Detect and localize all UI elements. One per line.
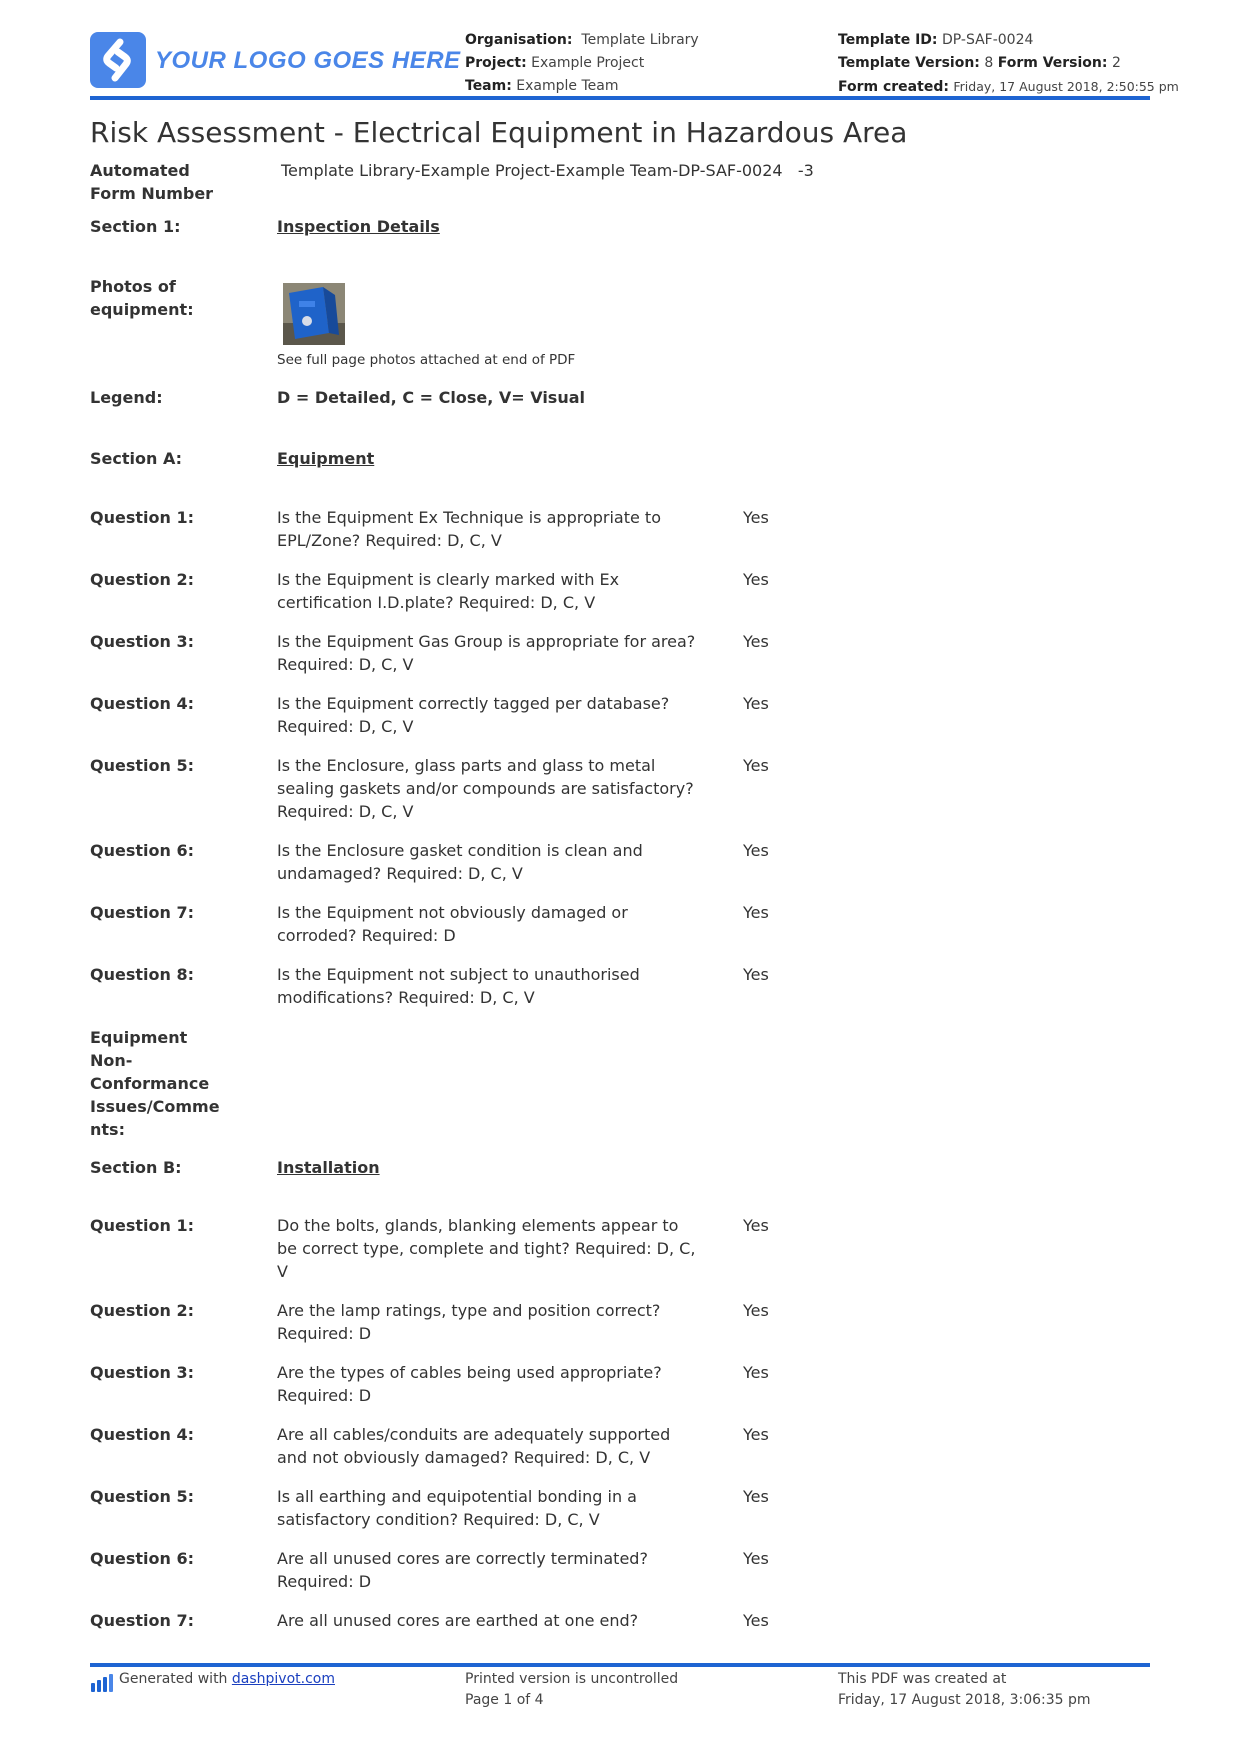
photos-label: Photos of equipment: bbox=[90, 277, 194, 319]
section-a-question-5-text: Is the Enclosure, glass parts and glass to metal sealing gaskets and/or compounds are satisfactory? Required: D, C, V bbox=[277, 756, 694, 821]
section-a-label: Section A: bbox=[90, 449, 183, 468]
section-b-question-5-answer: Yes bbox=[743, 1487, 769, 1506]
dashpivot-link[interactable]: dashpivot.com bbox=[231, 1671, 335, 1687]
form-number-label: Automated Form Number bbox=[90, 161, 214, 203]
template-version-label: Template Version: bbox=[838, 55, 980, 71]
section-b-question-4-text: Are all cables/conduits are adequately supported and not obviously damaged? Required: D, C, V bbox=[277, 1425, 671, 1467]
template-id-value: DP-SAF-0024 bbox=[941, 32, 1034, 48]
section-b-question-3-label: Question 3: bbox=[90, 1363, 194, 1382]
section-b-question-6-answer: Yes bbox=[743, 1549, 769, 1568]
section-a-question-4-label: Question 4: bbox=[90, 694, 194, 713]
section-a-title: Equipment bbox=[277, 449, 375, 468]
section-a-question-3-text: Is the Equipment Gas Group is appropriate for area? Required: D, C, V bbox=[277, 632, 696, 674]
section-b-question-1-text: Do the bolts, glands, blanking elements appear to be correct type, complete and tight? Required: D, C, V bbox=[277, 1216, 696, 1281]
section-b-question-7-answer: Yes bbox=[743, 1611, 769, 1630]
section-a-question-1-text: Is the Equipment Ex Technique is appropriate to EPL/Zone? Required: D, C, V bbox=[277, 508, 661, 550]
section-a-question-1-label: Question 1: bbox=[90, 508, 194, 527]
section-a-question-7-text: Is the Equipment not obviously damaged or corroded? Required: D bbox=[277, 903, 628, 945]
section-a-question-6-answer: Yes bbox=[743, 841, 769, 860]
section-b-question-1-label: Question 1: bbox=[90, 1216, 194, 1235]
header-template-info bbox=[838, 29, 1179, 99]
section-b-question-4-answer: Yes bbox=[743, 1425, 769, 1444]
footer-print-info bbox=[465, 1669, 678, 1711]
template-version-value: 8 bbox=[984, 55, 994, 71]
section-1-title: Inspection Details bbox=[277, 217, 440, 236]
section-b-title: Installation bbox=[277, 1158, 380, 1177]
section-a-question-6-label: Question 6: bbox=[90, 841, 194, 860]
section-a-question-7-answer: Yes bbox=[743, 903, 769, 922]
section-b-question-3-answer: Yes bbox=[743, 1363, 769, 1382]
project-value: Example Project bbox=[531, 55, 645, 71]
header-divider bbox=[90, 96, 1150, 100]
section-1-label: Section 1: bbox=[90, 217, 181, 236]
legend-label: Legend: bbox=[90, 388, 163, 407]
photos-caption: See full page photos attached at end of PDF bbox=[277, 352, 576, 368]
dashpivot-icon bbox=[91, 1674, 113, 1692]
equipment-photo-thumbnail[interactable] bbox=[283, 283, 345, 345]
section-a-question-2-label: Question 2: bbox=[90, 570, 194, 589]
section-b-question-7-label: Question 7: bbox=[90, 1611, 194, 1630]
section-a-question-3-label: Question 3: bbox=[90, 632, 194, 651]
section-a-question-8-label: Question 8: bbox=[90, 965, 194, 984]
section-a-question-8-answer: Yes bbox=[743, 965, 769, 984]
section-a-question-5-label: Question 5: bbox=[90, 756, 194, 775]
section-a-question-7-label: Question 7: bbox=[90, 903, 194, 922]
section-a-question-8-text: Is the Equipment not subject to unauthorised modifications? Required: D, C, V bbox=[277, 965, 640, 1007]
form-created-label: Form created: bbox=[838, 79, 949, 95]
footer-pdf-created bbox=[838, 1669, 1091, 1711]
footer-pdf-created-line1: This PDF was created at bbox=[838, 1671, 1007, 1687]
section-b-question-5-label: Question 5: bbox=[90, 1487, 194, 1506]
footer-page-number: Page 1 of 4 bbox=[465, 1692, 544, 1708]
team-label: Team: bbox=[465, 78, 512, 94]
section-b-question-2-text: Are the lamp ratings, type and position correct? Required: D bbox=[277, 1301, 661, 1343]
footer-divider bbox=[90, 1663, 1150, 1667]
section-b-question-2-label: Question 2: bbox=[90, 1301, 194, 1320]
footer-pdf-created-line2: Friday, 17 August 2018, 3:06:35 pm bbox=[838, 1692, 1091, 1708]
logo-text: YOUR LOGO GOES HERE bbox=[155, 47, 461, 74]
nonconformance-label: Equipment Non- Conformance Issues/Comme nts: bbox=[90, 1028, 220, 1139]
section-a-question-4-text: Is the Equipment correctly tagged per database? Required: D, C, V bbox=[277, 694, 670, 736]
form-version-value: 2 bbox=[1111, 55, 1121, 71]
section-a-question-2-text: Is the Equipment is clearly marked with Ex certification I.D.plate? Required: D, C, V bbox=[277, 570, 620, 612]
section-a-question-5-answer: Yes bbox=[743, 756, 769, 775]
section-a-question-4-answer: Yes bbox=[743, 694, 769, 713]
template-id-label: Template ID: bbox=[838, 32, 938, 48]
section-b-question-6-label: Question 6: bbox=[90, 1549, 194, 1568]
section-b-question-6-text: Are all unused cores are correctly terminated? Required: D bbox=[277, 1549, 648, 1591]
section-a-question-6-text: Is the Enclosure gasket condition is clean and undamaged? Required: D, C, V bbox=[277, 841, 643, 883]
section-a-question-2-answer: Yes bbox=[743, 570, 769, 589]
header-project-info bbox=[465, 29, 699, 98]
form-version-label: Form Version: bbox=[997, 55, 1108, 71]
section-b-question-3-text: Are the types of cables being used appropriate? Required: D bbox=[277, 1363, 662, 1405]
section-a-question-3-answer: Yes bbox=[743, 632, 769, 651]
section-b-question-1-answer: Yes bbox=[743, 1216, 769, 1235]
page-title: Risk Assessment - Electrical Equipment in Hazardous Area bbox=[90, 116, 908, 149]
team-value: Example Team bbox=[516, 78, 619, 94]
section-b-question-2-answer: Yes bbox=[743, 1301, 769, 1320]
section-b-question-7-text: Are all unused cores are earthed at one end? bbox=[277, 1611, 639, 1630]
logo-icon bbox=[90, 32, 146, 88]
section-b-question-4-label: Question 4: bbox=[90, 1425, 194, 1444]
form-created-value: Friday, 17 August 2018, 2:50:55 pm bbox=[953, 79, 1179, 94]
form-number-value: Template Library-Example Project-Example Team-DP-SAF-0024 -3 bbox=[281, 161, 814, 180]
project-label: Project: bbox=[465, 55, 527, 71]
section-b-question-5-text: Is all earthing and equipotential bonding in a satisfactory condition? Required: D, C, V bbox=[277, 1487, 637, 1529]
footer-generated-prefix: Generated with bbox=[119, 1671, 228, 1687]
organisation-label: Organisation: bbox=[465, 32, 573, 48]
section-b-label: Section B: bbox=[90, 1158, 182, 1177]
footer-uncontrolled-note: Printed version is uncontrolled bbox=[465, 1671, 679, 1687]
legend-value: D = Detailed, C = Close, V= Visual bbox=[277, 388, 585, 407]
organisation-value: Template Library bbox=[581, 32, 699, 48]
footer-generated bbox=[119, 1669, 335, 1690]
section-a-question-1-answer: Yes bbox=[743, 508, 769, 527]
